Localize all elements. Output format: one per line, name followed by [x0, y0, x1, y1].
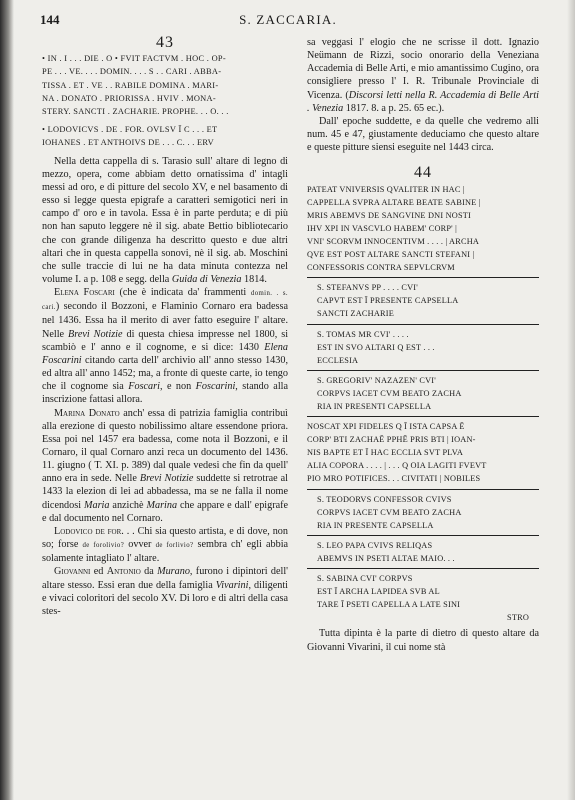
divider [307, 568, 539, 569]
divider [307, 416, 539, 417]
inscription-line: CAPPELLA SVPRA ALTARE BEATE SABINE | [307, 197, 481, 207]
inscription-line: ALIA COPORA . . . . | . . . Q OIA LAGITI FVEVT [307, 461, 487, 471]
paragraph: Marina Donato anch' essa di patrizia famiglia contribuì alla erezione di questo nobilissimo altare essendone priora. Essa poi nel 1457 era badessa, come nota il Bozzoni, e il Cornaro, il qual Cornaro anzi reca un documento del 1436. 11. giugno ( T. XI. p. 389) dal quale vedesi che fin da quell' anno era in sede. Nelle Brevi Notizie suddette si retrotrae al 1433 la elezion di lei ad abbadessa, ma se ne falla il nome dicendosi Maria anzichè Marina che appare e dall' epigrafe e dal documento nel Cornaro. [42, 407, 289, 524]
inscription-line: CONFESSORIS CONTRA SEPVLCRVM [307, 263, 455, 273]
inscription-block [307, 493, 539, 532]
inscription-line: PIO MRO POTIFICES. . . CIVITATI | NOBILES [307, 474, 481, 484]
divider [307, 535, 539, 536]
inscription-line: S. TEODORVS CONFESSOR CVIVS [317, 494, 452, 504]
inscription-line: EST Ī ARCHA LAPIDEA SVB AL [317, 587, 440, 597]
inscription-block [307, 374, 539, 413]
inscription-line: CORPVS IACET CVM BEATO ZACHA [317, 507, 462, 517]
inscription-block [307, 328, 539, 367]
inscription-44 [307, 183, 539, 625]
divider [307, 370, 539, 371]
inscription-number-43: 43 [156, 34, 174, 51]
right-column [307, 36, 539, 654]
inscription-line: NIS BAPTE ET Ī HAC ECCLIA SVT PLVA [307, 448, 464, 458]
inscription-line: • IN . I . . . DIE . O • FVIT FACTVM . HOC . OP- [42, 54, 226, 64]
inscription-block [307, 183, 539, 275]
inscription-43b [42, 123, 288, 149]
paragraph: Tutta dipinta è la parte di dietro di questo altare da Giovanni Vivarini, il cui nome stà [307, 628, 539, 653]
inscription-number-44: 44 [414, 164, 432, 182]
inscription-line: PATEAT VNIVERSIS QVALITER IN HAC | [307, 184, 465, 194]
inscription-line: S. SABINA CVI' CORPVS [317, 574, 413, 583]
inscription-line: NOSCAT XPI FIDELES Q Ī ISTA CAPSA Ē [307, 422, 465, 432]
inscription-line: RIA IN PRESENTI CAPSELLA [317, 401, 432, 411]
inscription-line: S. TOMAS MR CVI' . . . . [317, 329, 409, 339]
inscription-line: CAPVT EST Ī PRESENTE CAPSELLA [317, 296, 459, 306]
inscription-line: SANCTI ZACHARIE [317, 309, 394, 319]
inscription-line: ABEMVS IN PSETI ALTAE MAIO. . . [317, 553, 455, 563]
paragraph: Elena Foscari (che è indicata da' frammenti domin. . s. cari.) secondo il Bozzoni, e Flaminio Cornaro era badessa nel 1436. Essa ha il merito di aver fatto eseguire l' altare. Nelle Brevi Notizie di questa chiesa impresse nel 1800, si scambiò e l' anno e il cognome, e si dice: 1430 Elena Foscarini citando carta dell' archivio all' anno stesso 1430, ed altra all' anno 1452; ma, a fronte di queste carte, io tengo che il cognome sia Foscari, e non Foscarini, stando alla inscrizione fattasi allora. [42, 287, 289, 406]
inscription-block [307, 572, 539, 624]
paragraph: sa veggasi l' elogio che ne scrisse il dott. Ignazio Neümann de Rizzi, socio onorario della Veneziana Accademia di Belle Arti, e mio amantissimo Cugino, ora consigliere presso l' I. R. Tribunale Provinciale di Vicenza. (Discorsi letti nella R. Accademia di Belle Arti . Venezia 1817. 8. a p. 25. 65 ec.). [307, 37, 539, 114]
left-column [42, 36, 288, 618]
inscription-line: • LODOVICVS . DE . FOR. OVLSV Ī C . . . ET [42, 125, 218, 135]
inscription-line: STRO [507, 613, 530, 623]
inscription-line: NA . DONATO . PRIORISSA . HVIV . MONA- [42, 93, 216, 103]
inscription-block [307, 539, 539, 565]
inscription-line: IOHANES . ET ANTHOIVS DE . . . C. . . ERV [42, 138, 214, 148]
inscription-line: TISSA . ET . VE . . RABILE DOMINA . MARI- [42, 80, 219, 90]
inscription-line: TARE Ī PSETI CAPELLA A LATE SINI [317, 600, 461, 610]
divider [307, 489, 539, 490]
inscription-block [307, 281, 539, 320]
inscription-line: PE . . . VE. . . . DOMIN. . . . S . . CARI . ABBA- [42, 67, 222, 77]
paragraph: Lodovico de for. . . Chi sia questo artista, e di dove, non so; forse de forolivio? ovver de forlivio? sembra ch' egli abbia solamente intagliato l' altare. [42, 525, 289, 565]
inscription-line: CORP' BTI ZACHAĒ PPHĒ PRIS BTI | IOAN- [307, 435, 476, 445]
inscription-line: ECCLESIA [317, 355, 359, 365]
page-number: 144 [40, 12, 60, 27]
inscription-line: S. LEO PAPA CVIVS RELIQAS [317, 540, 433, 550]
inscription-line: VNI' SCORVM INNOCENTIVM . . . . | ARCHA [307, 236, 480, 246]
running-title: S. ZACCARIA. [239, 12, 337, 27]
paragraph: Nella detta cappella di s. Tarasio sull' altare di legno di mezzo, opera, come abbiam detto ornatissima d' intagli messi ad oro, e di pitture del secolo XV, e nel basamento di esso si legge questa epigrafe a caratteri semigotici neri in campo d' oro e in tavola. Essa è in parte perduta; e di più non han saputo leggere nè il sig. abate Bettio bibliotecario che con grande diligenza ha descritto questo e due altri altari che in questa cappella sonovi, nè il sig. ab. Moschini che sulle traccie di lui ne ha data minuta contezza nel volume I. a p. 108 e segg. della Guida di Venezia 1814. [42, 155, 288, 285]
inscription-line: IHV XPI IN VASCVLO HABEM' CORP' | [307, 223, 458, 233]
inscription-line: MRIS ABEMVS DE SANGVINE DNI NOSTI [307, 210, 472, 220]
inscription-line: S. GREGORIV' NAZAZEN' CVI' [317, 375, 436, 385]
inscription-block [307, 420, 539, 485]
inscription-43a [42, 52, 288, 118]
divider [307, 324, 539, 325]
page-header [40, 12, 536, 32]
inscription-line: S. STEFANVS PP . . . . CVI' [317, 283, 418, 293]
inscription-line: QVE EST POST ALTARE SANCTI STEFANI | [307, 250, 475, 260]
inscription-line: STERY. SANCTI . ZACHARIE. PROPHE. . . O. . . [42, 106, 229, 116]
inscription-line: CORPVS IACET CVM BEATO ZACHA [317, 388, 462, 398]
paragraph: Giovanni ed Antonio da Murano, furono i dipintori dell' altare stesso. Essi eran due della famiglia Vivarini, diligenti e vivaci coloritori del secolo XV. Di loro e di altri della casa stes- [42, 566, 289, 617]
divider [307, 277, 539, 278]
inscription-line: EST IN SVO ALTARI Q EST . . . [317, 342, 435, 352]
paragraph: Dall' epoche suddette, e da quelle che vedremo alli num. 45 e 47, giustamente deduciamo che questo altare e queste pitture siensi eseguite nel 1443 circa. [307, 115, 539, 154]
inscription-line: RIA IN PRESENTE CAPSELLA [317, 520, 434, 530]
